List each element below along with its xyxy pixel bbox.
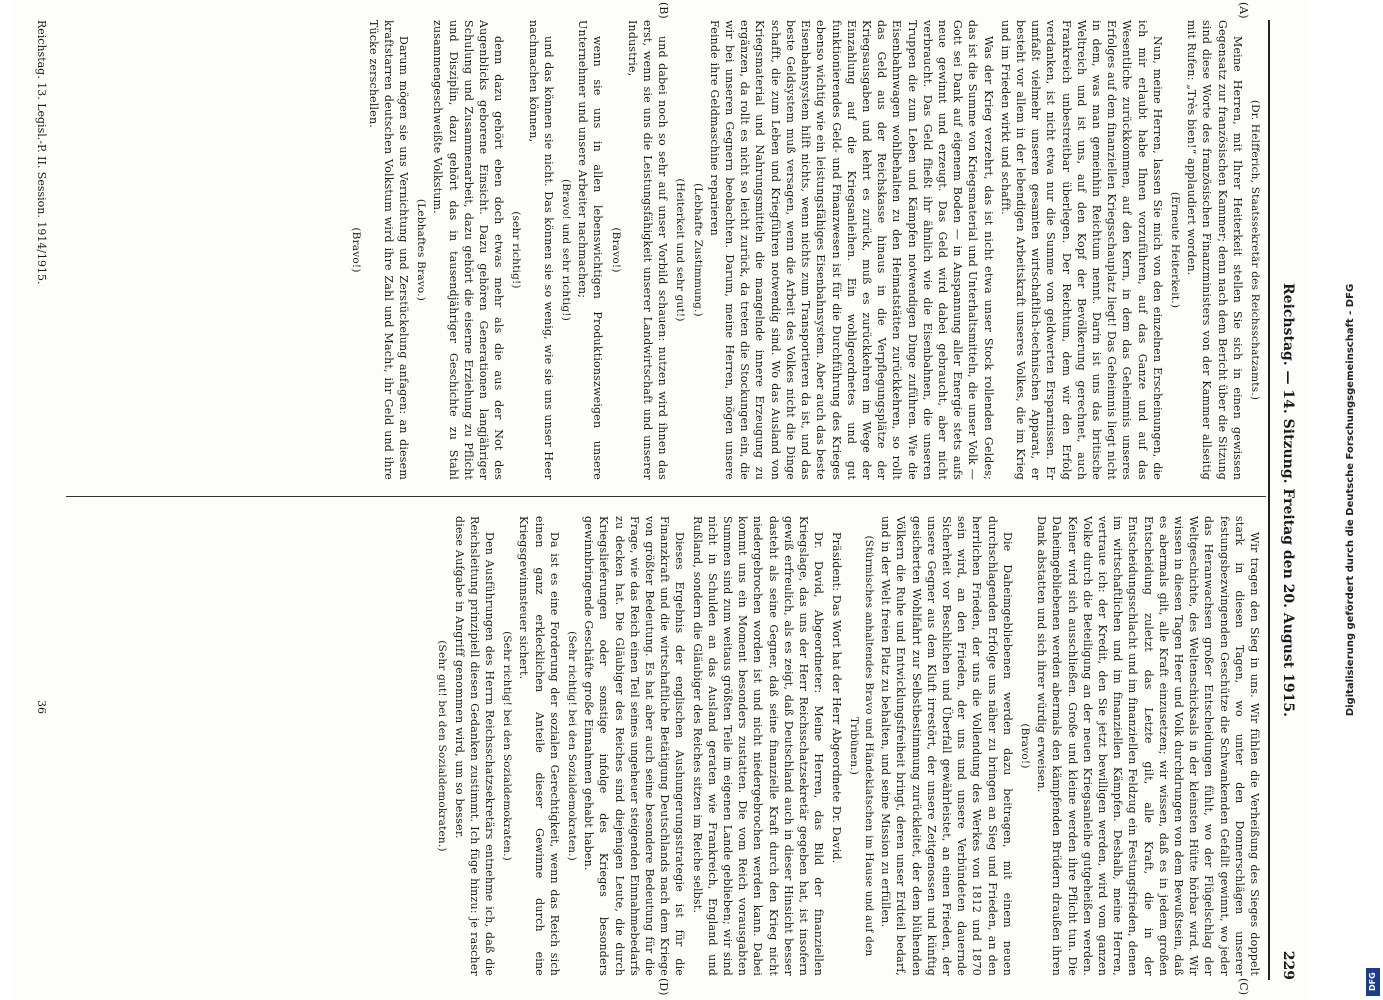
stage-direction: (sehr richtig!) <box>510 211 523 289</box>
stage-direction: (Sehr gut! bei den Sozialdemokraten.) <box>436 640 449 852</box>
paragraph: Da ist es eine Forderung der sozialen Gerechtigkeit, wenn das Reich sich einen ganz erklecklichen Anteile dieser Gewinne durch eine Kriegsgewinnsteuer sichert. <box>517 516 561 976</box>
stage-direction: (Bravo! und sehr richtig!) <box>560 178 573 322</box>
column-divider <box>66 496 1266 497</box>
margin-marker-a: (A) <box>1237 2 1250 19</box>
paragraph: Dieses Ergebnis der englischen Aushungerungsstrategie ist für die Finanzkraft und die wirtschaftliche Betätigung Deutschlands nach dem Kriege von größter Bedeutung. Es hat aber auch seine besondere Bedeutung für die Frage, wie das Reich einen Teil seines ungeheuer steigenden Einnahmebedarfs zu decken hat. Die Gläubiger des Reiches sind diejenigen Leute, die durch Kriegslieferungen oder sonstige infolge des Krieges besonders gewinnbringende Geschäfte große Einnahmen gehabt haben. <box>582 516 687 976</box>
scanned-page <box>10 0 1310 1000</box>
paragraph: Darum mögen sie uns Vernichtung und Zerstückelung anfagen: an diesem kraftstarren deutschen Volkstum wird ihre Zahl und Macht, ihr Geld und ihre Tücke zerschellen. <box>366 20 411 480</box>
stage-direction: (Sehr richtig! bei den Sozialdemokraten.) <box>566 631 579 861</box>
paragraph: Meine Herren, mit Ihrer Heiterkeit stellen Sie sich in einen gewissen Gegensatz zur französischen Kammer; denn nach dem Bericht über die Sitzung sind diese Worte des französischen Finanzministers von der Kammer allseitig mit Rufen: „Très bien!“ applaudiert worden. <box>1185 20 1244 480</box>
paragraph: Wir tragen den Sieg in uns. Wir fühlen die Verheißung des Sieges doppelt stark in diesen Tagen, wo unter den Donnerschlägen unserer festungsbezwingenden Geschütze die Schwankenden Gefallt gewinnt, wo jeder das Heranwachsen großer Entscheidungen fühlt, wo der Flügelschlag der Weltgeschichte, des Weltenschicksals in der kleinsten Hütte hörbar wird. Wir wissen in diesen Tagen Heer und Volk durchdrungen von dem Bewußtsein, daß es abermals gilt, alle Kraft einzusetzen; wir wissen, daß es in jedem großen Entscheidung zuletzt das Letzte gilt, alle Kraft, die in der Entscheidungsschlacht und im finanziellen Feldzug ein Festungsfrieden, denen im wirtschaftlichen und im finanziellen Kämpfen. Deshalb, meine Herren, vertraue ich: der Kredit, den Sie jetzt bewilligen werden, wird vom ganzen Volke durch die Beteiligung an der neuen Kriegsanleihe gutgeheißen werden. Keiner wird sich ausschließen. Große und kleine werden ihre Pflicht tun. Die Daheimgebliebenen werden abermals den kämpfenden Brüdern draußen ihren Dank abstatten und sich ihrer würdig erweisen. <box>1035 516 1261 976</box>
stage-direction: (Bravo!) <box>1018 723 1031 769</box>
paragraph: Die Daheimgebliebenen werden dazu beitragen, mit einem neuen durchschlagenden Erfolge uns näher zu bringen an Sieg und Frieden, an den herrlichen Frieden, der uns die Vollendung des Werkes von 1812 und 1870 sein wird, an den Frieden, der uns und unsere Verbündeten dauernde Sicherheit vor Beschlichen und Überfall gewährleistet, an einen Frieden, der unsere Gegner aus dem Kluft irrestört, der unsere Zeitgenossen und künftig gesicherten Wohlfahrt zur Selbstbestimmung zurückleitet, der dem blühenden Völkern die Ruhe und Entwicklungsfreiheit bringt, deren unser Erdteil bedarf, und in der Welt freien Platz zu behalten, und seine Mission zu erfüllen. <box>879 516 1014 976</box>
stage-direction: (Sehr richtig! bei den Sozialdemokraten.) <box>501 631 514 861</box>
page-number: 229 <box>1280 950 1296 980</box>
stage-direction: (Stürmisches anhaltendes Bravo und Händeklatschen im Hause und auf den Tribünen.) <box>847 535 875 957</box>
stage-direction: (Lebhafte Zustimmung.) <box>691 183 704 317</box>
running-head-title: Reichstag. — 14. Sitzung. Freitag den 20. August 1915. <box>1280 283 1296 717</box>
stage-direction: (Lebhaftes Bravo.) <box>415 198 428 302</box>
paragraph: wenn sie uns in allen lebenswichtigen Produktionszweigen unsere Unternehmer und unsere Arbeiter nachmachen; <box>576 20 605 480</box>
margin-marker-d: (D) <box>657 978 670 996</box>
running-head <box>1274 20 1296 980</box>
margin-marker-c: (C) <box>1237 978 1250 995</box>
footer-signature: Reichstag. 13. Legisl.-P. II. Session. 1914/1915. <box>35 20 48 285</box>
paragraph: Den Ausführungen des Herrn Reichsschatzsekretärs entnehme ich, daß die Reichsleitung prinzipiell diesen Gedanken zustimmt. Ich füge hinzu: je rascher diese Aufgabe in Angriff genommen wird, um so besser. <box>452 516 497 976</box>
paragraph: Nun, meine Herren, lassen Sie mich von den einzelnen Erscheinungen, die ich mir erlaubt habe Ihnen vorzuführen, auf das Ganze und auf das Wesentliche zurückkommen, auf den Kern, in dem das Geheimnis unseres Erfolges auf dem finanziellen Kriegsschauplatz liegt! Das Geheimnis liegt nicht in dem, was man gemeinhin Reichtum nennt. Darin ist uns das britische Weltreich und ist uns, auf den Kopf der Bevölkerung gerechnet, auch Frankreich unbestreitbar überlegen. Der Reichtum, dem wir den Erfolg verdanken, ist nicht etwa nur die Summe von geldwerten Ersparnissen. Er umfaßt vielmehr unseren gesamten wirtschaftlich-technischen Apparat, er besteht vor allem in der lebendigen Arbeitskraft unseres Volkes, die im Krieg und im Frieden wirkt und schafft. <box>998 20 1164 480</box>
stage-direction: (Bravo!) <box>609 227 622 273</box>
stage-direction: (Bravo!) <box>350 227 363 273</box>
paragraph: und dabei noch so sehr auf unser Vorbild schauen: nutzen wird ihnen das erst, wenn sie uns die Leistungsfähigkeit unserer Landwirtschaft und unserer Industrie, <box>625 20 670 480</box>
speaker-line: (Dr. Helfferich, Staatssekretär des Reichsschatzamts.) <box>1249 99 1261 401</box>
footer-sheet-number: 36 <box>35 700 48 714</box>
header-rule <box>1268 20 1270 980</box>
margin-marker-b: (B) <box>657 2 670 19</box>
right-column <box>432 516 1262 976</box>
left-column <box>346 20 1262 480</box>
stage-direction: (Heiterkeit und sehr gut!) <box>674 178 687 322</box>
paragraph: Präsident: Das Wort hat der Herr Abgeordnete Dr. David. <box>829 532 843 864</box>
paragraph: denn dazu gehört eben doch etwas mehr als die aus der Not des Augenblicks geborene Einsicht. Dazu gehören Generationen langjähriger Schulung und Zusammenarbeit, dazu gehört die eiserne Erziehung zu Pflicht und Disziplin, dazu gehört das in tausendjähriger Geschichte zu Stahl zusammengeschweißte Volkstum. <box>431 20 506 480</box>
paragraph: Was der Krieg verzehrt, das ist nicht etwa unser Stock rollenden Geldes; das ist die Summe von Kriegsmaterial und Unterhaltsmitteln, die unser Volk — Gott sei Dank auf eigenem Boden — in Anspannung aller Energie stets aufs neue gewinnt und erzeugt. Das Geld wird dabei gebraucht, aber nicht verbraucht. Das Geld fließt ihr ähnlich wie die Eisenbahnen, die unseren Truppen die zum Leben und Kämpfen notwendigen Dinge zuführen. Wie die Eisenbahnwagen wohlbehalten zu den Heimatstätten zurückkehren, so rollt das Geld aus der Reichskasse hinaus in die Verpflegungsplätze der Kriegsausgaben und kehrt es zurück, muß es zurückkehren im Wege der Einzahlung auf die Kriegsanleihen. Ein wohlgeordnetes und gut funktionierendes Geld- und Finanzwesen ist für die Durchführung des Krieges ebenso wichtig wie ein leistungsfähiges Eisenbahnsystem. Aber auch das beste Eisenbahnsystem hilft nichts, wenn nichts zum Transportieren da ist, und das beste Geldsystem muß versagen, wenn die Arbeit des Volkes nicht die Dinge schafft, die zum Leben und Kriegführen notwendig sind. Wo das Ausland von Kriegsmaterial und Nahrungsmitteln die mangelnde innere Erzeugung zu ergänzen, da rollt es nicht so leicht zurück, da treten die Stockungen ein, die wir bei unseren Gegnern beobachten. Darum, meine Herren, mögen unsere Feinde ihre Geldmaschine reparieren <box>707 20 995 480</box>
digitization-note: Digitalisierung gefördert durch die Deutsche Forschungsgemeinschaft - DFG <box>1345 283 1356 717</box>
paragraph: Dr. David, Abgeordneter: Meine Herren, das Bild der finanziellen Kriegslage, das uns der Herr Reichsschatzsekretär gegeben hat, ist insofern gewiß erfreulich, als es zeigt, daß Deutschland auch in dieser Hinsicht besser dasteht als seine Gegner, daß seine finanzielle Kraft durch den Krieg nicht niedergebrochen worden ist und nicht niedergebrochen werden kann. Dabei kommt uns ein Moment besonders zustatten. Die vom Reich vorausgabten Summen sind zum weitaus größten Teile im eigenen Lande geblieben; wir sind nicht in Schulden an das Ausland geraten wie Frankreich, England und Rußland, sondern die Gläubiger des Reiches sitzen im Reiche selbst. <box>690 516 826 976</box>
paragraph: und das können sie nicht. Das können sie so wenig, wie sie uns unser Heer nachmachen können, <box>526 20 555 480</box>
stage-direction: (Erneute Heiterkeit.) <box>1168 191 1181 309</box>
dfg-logo: DFG <box>1366 968 1380 996</box>
